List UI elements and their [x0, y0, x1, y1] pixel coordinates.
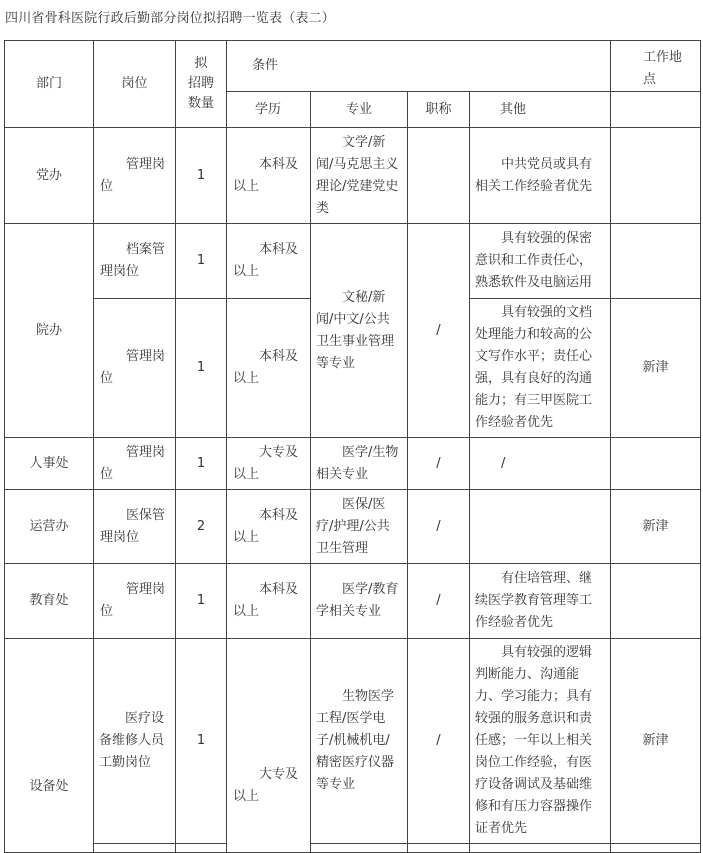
major-cell	[311, 564, 408, 639]
location-cell: 新津	[611, 299, 701, 438]
post-line: 位	[100, 466, 114, 482]
post-line: 备维修人员	[99, 733, 165, 748]
table-row	[5, 844, 701, 853]
header-major: 专业	[311, 92, 408, 128]
edu-line: 以上	[233, 264, 260, 279]
title-cell: /	[408, 564, 470, 639]
other-line: 意识和工作责任心，	[475, 253, 593, 268]
other-line: 具有较强的文档	[501, 305, 593, 320]
edu-line: 本科及	[259, 349, 299, 364]
number-cell: 2	[176, 490, 227, 564]
post-cell	[94, 564, 176, 639]
major-line: 文学/新	[342, 134, 386, 150]
post-line: 理岗位	[100, 264, 140, 279]
post-line: 档案管	[126, 242, 166, 257]
post-cell	[94, 490, 176, 564]
major-line: 医学/教育	[342, 582, 399, 597]
post-line: 工勤岗位	[99, 755, 152, 770]
other-cell	[470, 224, 611, 299]
dept-cell: 院办	[5, 224, 94, 438]
edu-line: 以上	[233, 466, 260, 482]
table-row	[5, 564, 701, 639]
other-line: 中共党员或具有	[501, 156, 593, 172]
major-line: 医学/生物	[342, 444, 399, 460]
number-cell	[176, 844, 227, 853]
other-line: 有住培管理、继	[501, 571, 593, 586]
number-cell: 1	[176, 224, 227, 299]
title-cell	[408, 844, 470, 853]
location-cell	[611, 92, 701, 128]
other-cell	[470, 438, 611, 490]
major-cell	[311, 128, 408, 224]
other-line: 文写作水平；责任心	[475, 349, 593, 364]
edu-line: 大专及	[259, 444, 299, 460]
other-line: 判断能力、沟通能	[475, 667, 580, 682]
post-line: 医保管	[126, 507, 166, 523]
table-caption: 四川省骨科医院行政后勤部分岗位拟招聘一览表（表二）	[5, 11, 336, 26]
location-cell: 新津	[611, 490, 701, 564]
other-cell	[470, 844, 611, 853]
header-row	[5, 41, 701, 92]
location-cell	[611, 128, 701, 224]
edu-line: 以上	[233, 529, 260, 545]
major-cell	[311, 438, 408, 490]
post-line: 管理岗	[126, 156, 166, 172]
major-line: 闻/中文/公共	[316, 311, 390, 327]
education-cell	[227, 299, 311, 438]
other-cell	[470, 490, 611, 564]
header-number-line: 招聘	[187, 76, 214, 91]
major-line: 等专业	[316, 355, 356, 371]
other-line: 力、学习能力；具有	[475, 689, 593, 704]
major-line: 相关专业	[316, 466, 369, 482]
number-cell: 1	[176, 438, 227, 490]
post-line: 管理岗	[126, 582, 166, 597]
edu-line: 本科及	[259, 582, 299, 597]
header-number-line: 数量	[187, 96, 214, 111]
dept-cell: 党办	[5, 128, 94, 224]
other-cell	[470, 564, 611, 639]
table-row	[5, 438, 701, 490]
table-row	[5, 639, 701, 844]
major-line: 学相关专业	[316, 604, 382, 619]
other-line: 较强的服务意识和责	[475, 711, 593, 726]
major-cell	[311, 224, 408, 438]
major-line: 精密医疗仪器	[316, 755, 395, 770]
header-number	[176, 41, 227, 128]
major-line: 工程/医学电	[316, 711, 386, 726]
header-number-line: 拟	[194, 56, 208, 71]
edu-line: 本科及	[259, 156, 299, 172]
recruitment-table	[4, 40, 701, 853]
edu-line: 以上	[233, 789, 260, 804]
edu-line: 以上	[233, 371, 260, 386]
post-line: 位	[100, 604, 114, 619]
location-cell	[611, 438, 701, 490]
other-line: 相关工作经验者优先	[475, 178, 593, 194]
post-cell	[94, 128, 176, 224]
title-cell	[408, 128, 470, 224]
major-line: 医保/医	[342, 496, 386, 512]
major-cell	[311, 490, 408, 564]
other-line: 具有较强的保密	[501, 231, 593, 246]
major-line: 等专业	[316, 777, 356, 792]
post-cell	[94, 224, 176, 299]
dept-cell: 人事处	[5, 438, 94, 490]
major-line: 卫生事业管理	[316, 333, 395, 349]
title-cell: /	[408, 639, 470, 844]
dept-cell: 教育处	[5, 564, 94, 639]
other-line: 岗位工作经验，有医	[475, 755, 593, 770]
other-line: 修和有压力容器操作	[475, 799, 593, 814]
education-cell	[227, 438, 311, 490]
other-cell	[470, 299, 611, 438]
post-line: 管理岗	[126, 444, 166, 460]
number-cell: 1	[176, 639, 227, 844]
education-cell	[227, 224, 311, 299]
other-line: 具有较强的逻辑	[501, 645, 593, 660]
dept-cell: 设备处	[5, 639, 94, 853]
number-cell: 1	[176, 564, 227, 639]
other-line: 作经验者优先	[475, 615, 554, 630]
major-line: 疗/护理/公共	[316, 518, 390, 534]
table-row	[5, 490, 701, 564]
other-line: 能力；有三甲医院工	[475, 393, 593, 408]
other-cell	[470, 639, 611, 844]
education-cell	[227, 128, 311, 224]
edu-line: 大专及	[259, 767, 299, 782]
header-conditions: 条件	[227, 41, 611, 92]
header-education: 学历	[227, 92, 311, 128]
post-cell	[94, 639, 176, 844]
other-line: 熟悉软件及电脑运用	[475, 275, 593, 290]
number-cell: 1	[176, 299, 227, 438]
other-line: /	[501, 455, 506, 471]
education-cell	[227, 639, 311, 853]
other-line: 强，具有良好的沟通	[475, 371, 593, 386]
major-cell	[311, 844, 408, 853]
location-cell: 新津	[611, 639, 701, 844]
number-cell: 1	[176, 128, 227, 224]
education-cell	[227, 564, 311, 639]
table-row	[5, 128, 701, 224]
header-post: 岗位	[94, 41, 176, 128]
edu-line: 以上	[233, 604, 260, 619]
other-line: 证者优先	[475, 821, 528, 836]
other-line: 处理能力和较高的公	[475, 327, 593, 342]
header-dept: 部门	[5, 41, 94, 128]
other-cell	[470, 128, 611, 224]
other-line: 任感；一年以上相关	[475, 733, 593, 748]
other-line: 续医学教育管理等工	[475, 593, 593, 608]
location-cell	[611, 224, 701, 299]
other-line: 疗设备调试及基础维	[475, 777, 593, 792]
other-line: 作经验者优先	[475, 415, 554, 430]
post-cell	[94, 844, 176, 853]
major-line: 闻/马克思主义	[316, 156, 399, 172]
major-line: 子/机械机电/	[316, 733, 390, 748]
edu-line: 以上	[233, 178, 260, 194]
post-line: 理岗位	[100, 529, 140, 545]
education-cell	[227, 490, 311, 564]
location-cell	[611, 844, 701, 853]
title-cell: /	[408, 490, 470, 564]
major-line: 类	[316, 200, 330, 216]
major-line: 卫生管理	[316, 540, 369, 556]
major-cell	[311, 639, 408, 844]
header-other: 其他	[470, 92, 611, 128]
post-line: 医疗设	[125, 711, 165, 726]
header-location: 工作地点	[611, 41, 701, 92]
major-line: 理论/党建党史	[316, 178, 399, 194]
major-line: 文秘/新	[342, 289, 386, 305]
post-line: 位	[100, 178, 114, 194]
major-line: 生物医学	[342, 689, 395, 704]
header-title: 职称	[408, 92, 470, 128]
edu-line: 本科及	[259, 242, 299, 257]
location-cell	[611, 564, 701, 639]
edu-line: 本科及	[259, 507, 299, 523]
dept-cell: 运营办	[5, 490, 94, 564]
table-row	[5, 224, 701, 299]
post-line: 位	[100, 371, 114, 386]
post-line: 管理岗	[126, 349, 166, 364]
post-cell	[94, 438, 176, 490]
post-cell	[94, 299, 176, 438]
title-cell: /	[408, 438, 470, 490]
title-cell: /	[408, 224, 470, 438]
